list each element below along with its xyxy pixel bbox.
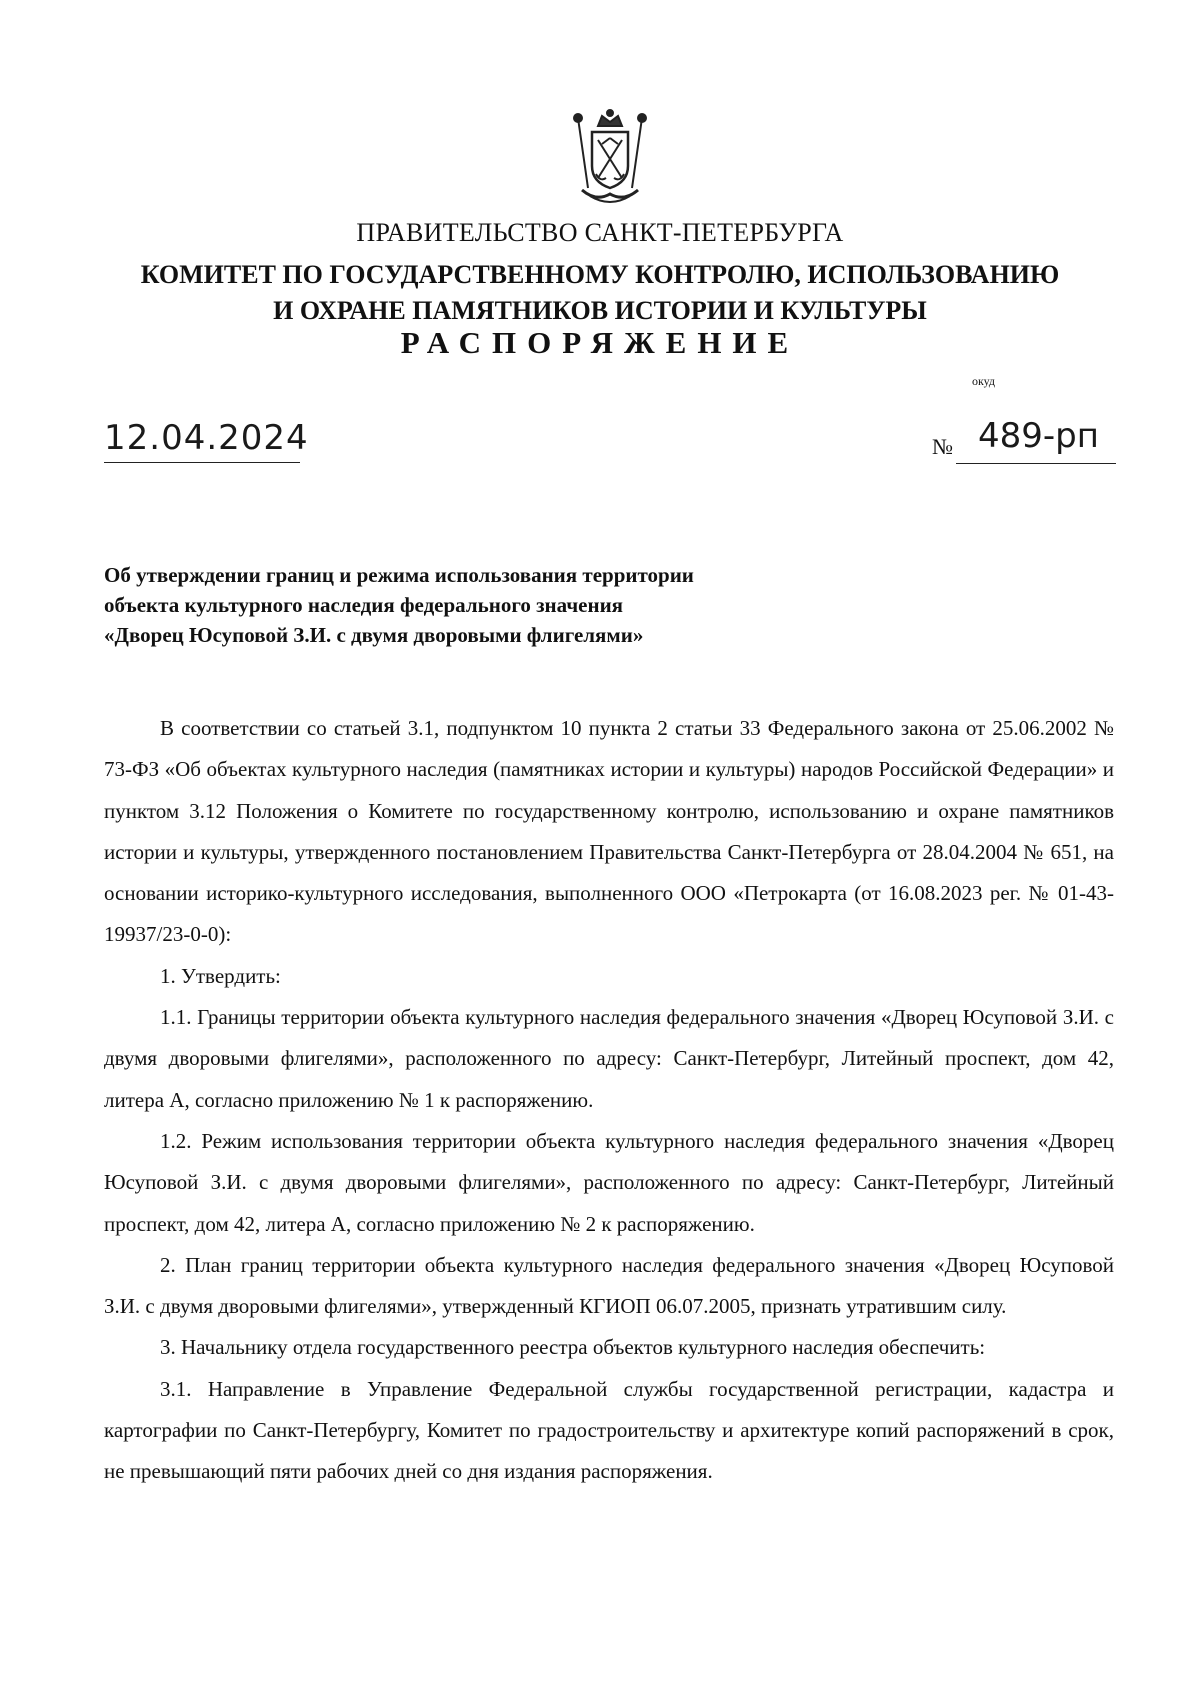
paragraph-preamble: В соответствии со статьей 3.1, подпунктом 10 пункта 2 статьи 33 Федерального закона от 25.06.2002 № 73-ФЗ «Об объектах культурного наследия (памятниках истории и культуры) народов Российской Федерации» и пунктом 3.12 Положения о Комитете по государственному контролю, использованию и охране памятников истории и культуры, утвержденного постановлением Правительства Санкт-Петербурга от 28.04.2004 № 651, на основании историко-культурного исследования, выполненного ООО «Петрокарта (от 16.08.2023 рег. № 01-43-19937/23-0-0):: [104, 716, 1114, 947]
subject-line-1: Об утверждении границ и режима использования территории: [104, 563, 694, 587]
document-number: 489-рп: [978, 416, 1099, 456]
document-subject: [104, 560, 904, 650]
paragraph-2: 2. План границ территории объекта культурного наследия федерального значения «Дворец Юсуповой З.И. с двумя дворовыми флигелями», утвержденный КГИОП 06.07.2005, признать утратившим силу.: [104, 1252, 1114, 1319]
committee-name-line-2: И ОХРАНЕ ПАМЯТНИКОВ ИСТОРИИ И КУЛЬТУРЫ: [273, 296, 927, 325]
subject-line-3: «Дворец Юсуповой З.И. с двумя дворовыми флигелями»: [104, 623, 644, 647]
date-underline: [104, 462, 300, 463]
document-body: [104, 708, 1114, 1493]
paragraph-1-2: 1.2. Режим использования территории объекта культурного наследия федерального значения «Дворец Юсуповой З.И. с двумя дворовыми флигелями», расположенного по адресу: Санкт-Петербург, Литейный проспект, дом 42, литера А, согласно приложению № 2 к распоряжению.: [104, 1128, 1114, 1236]
document-date: 12.04.2024: [104, 418, 309, 458]
paragraph-3-1: 3.1. Направление в Управление Федеральной службы государственной регистрации, кадастра и картографии по Санкт-Петербургу, Комитет по градостроительству и архитектуре копий распоряжений в срок, не превышающий пяти рабочих дней со дня издания распоряжения.: [104, 1376, 1114, 1484]
subject-line-2: объекта культурного наследия федерального значения: [104, 593, 624, 617]
number-underline: [956, 463, 1116, 464]
document-type-title: РАСПОРЯЖЕНИЕ: [400, 325, 800, 360]
coat-of-arms-icon: [568, 108, 652, 208]
committee-name: [0, 257, 1200, 329]
paragraph-1-1: 1.1. Границы территории объекта культурного наследия федерального значения «Дворец Юсуповой З.И. с двумя дворовыми флигелями», расположенного по адресу: Санкт-Петербург, Литейный проспект, дом 42, литера А, согласно приложению № 1 к распоряжению.: [104, 1005, 1114, 1112]
number-sign: №: [932, 434, 953, 459]
government-name: ПРАВИТЕЛЬСТВО САНКТ-ПЕТЕРБУРГА: [356, 218, 844, 247]
okud-label: окуд: [972, 374, 996, 388]
paragraph-1: 1. Утвердить:: [160, 963, 281, 988]
paragraph-3: 3. Начальнику отдела государственного реестра объектов культурного наследия обеспечить:: [160, 1335, 986, 1360]
committee-name-line-1: КОМИТЕТ ПО ГОСУДАРСТВЕННОМУ КОНТРОЛЮ, ИСПОЛЬЗОВАНИЮ: [140, 260, 1060, 289]
